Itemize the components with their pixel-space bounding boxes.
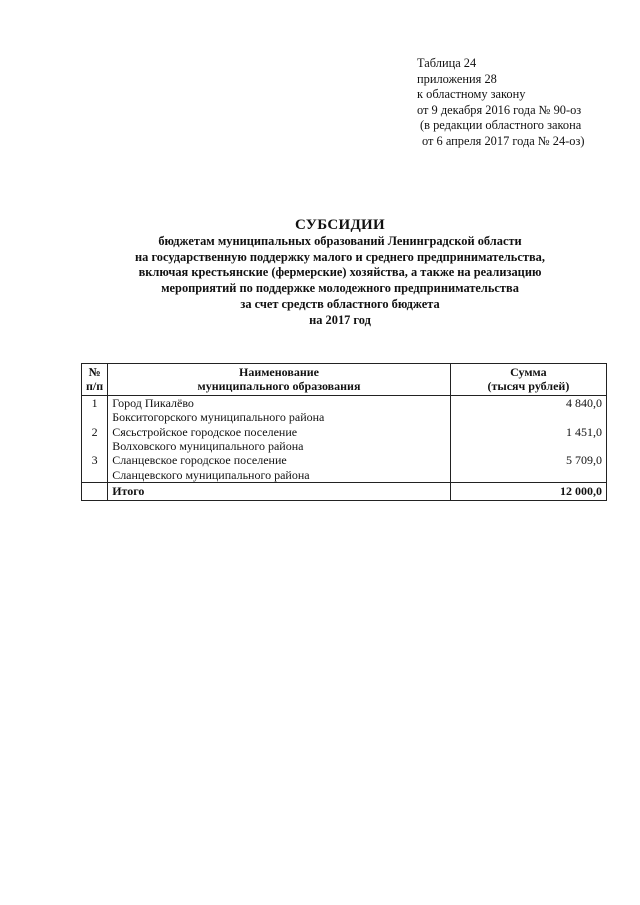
header-name-line: муниципального образования — [197, 379, 361, 394]
header-number-line: п/п — [86, 379, 104, 394]
table-header-row — [82, 364, 607, 396]
row-number: 1 — [82, 395, 108, 424]
document-title-line: на государственную поддержку малого и среднего предпринимательства, — [135, 249, 545, 264]
appendix-note-edition-date: от 6 апреля 2017 года № 24-оз) — [422, 133, 585, 148]
row-name — [108, 425, 451, 454]
appendix-note — [417, 56, 632, 150]
total-label: Итого — [108, 483, 451, 500]
total-number-cell — [82, 483, 108, 500]
appendix-note-edition: (в редакции областного закона — [420, 118, 582, 133]
header-sum — [450, 364, 606, 396]
table-row — [82, 395, 607, 424]
document-title-main: СУБСИДИИ — [294, 217, 385, 233]
table-total-row — [82, 483, 607, 500]
row-sum: 4 840,0 — [450, 395, 606, 424]
row-name-line: Сланцевского муниципального района — [112, 467, 310, 482]
header-number-line: № — [88, 365, 101, 379]
row-sum: 5 709,0 — [450, 453, 606, 482]
document-title — [70, 216, 610, 328]
row-number: 3 — [82, 453, 108, 482]
appendix-note-table-number: Таблица 24 — [417, 56, 477, 70]
row-name-line: Город Пикалёво — [112, 395, 194, 410]
table-row — [82, 453, 607, 482]
row-name-line: Сясьстройское городское поселение — [112, 424, 298, 439]
row-name-line: Бокситогорского муниципального района — [112, 410, 325, 425]
document-title-line: мероприятий по поддержке молодежного предпринимательства — [161, 281, 519, 296]
total-sum: 12 000,0 — [450, 483, 606, 500]
row-name-line: Волховского муниципального района — [112, 439, 304, 454]
table-row — [82, 425, 607, 454]
row-number: 2 — [82, 425, 108, 454]
document-title-line: за счет средств областного бюджета — [240, 296, 440, 311]
appendix-note-law: к областному закону — [417, 87, 526, 102]
appendix-note-appendix: приложения 28 — [417, 71, 497, 86]
header-name-line: Наименование — [238, 365, 319, 379]
header-sum-line: (тысяч рублей) — [487, 379, 570, 394]
appendix-note-law-date: от 9 декабря 2016 года № 90-оз — [417, 102, 582, 117]
row-name-line: Сланцевское городское поселение — [112, 453, 287, 468]
document-title-line: бюджетам муниципальных образований Ленинградской области — [158, 234, 522, 248]
header-sum-line: Сумма — [510, 365, 547, 379]
header-name — [108, 364, 451, 396]
header-number — [82, 364, 108, 396]
subsidy-table — [81, 363, 607, 501]
document-title-line: на 2017 год — [309, 312, 371, 327]
row-name — [108, 395, 451, 424]
row-sum: 1 451,0 — [450, 425, 606, 454]
row-name — [108, 453, 451, 482]
document-title-line: включая крестьянские (фермерские) хозяйства, а также на реализацию — [138, 265, 542, 280]
